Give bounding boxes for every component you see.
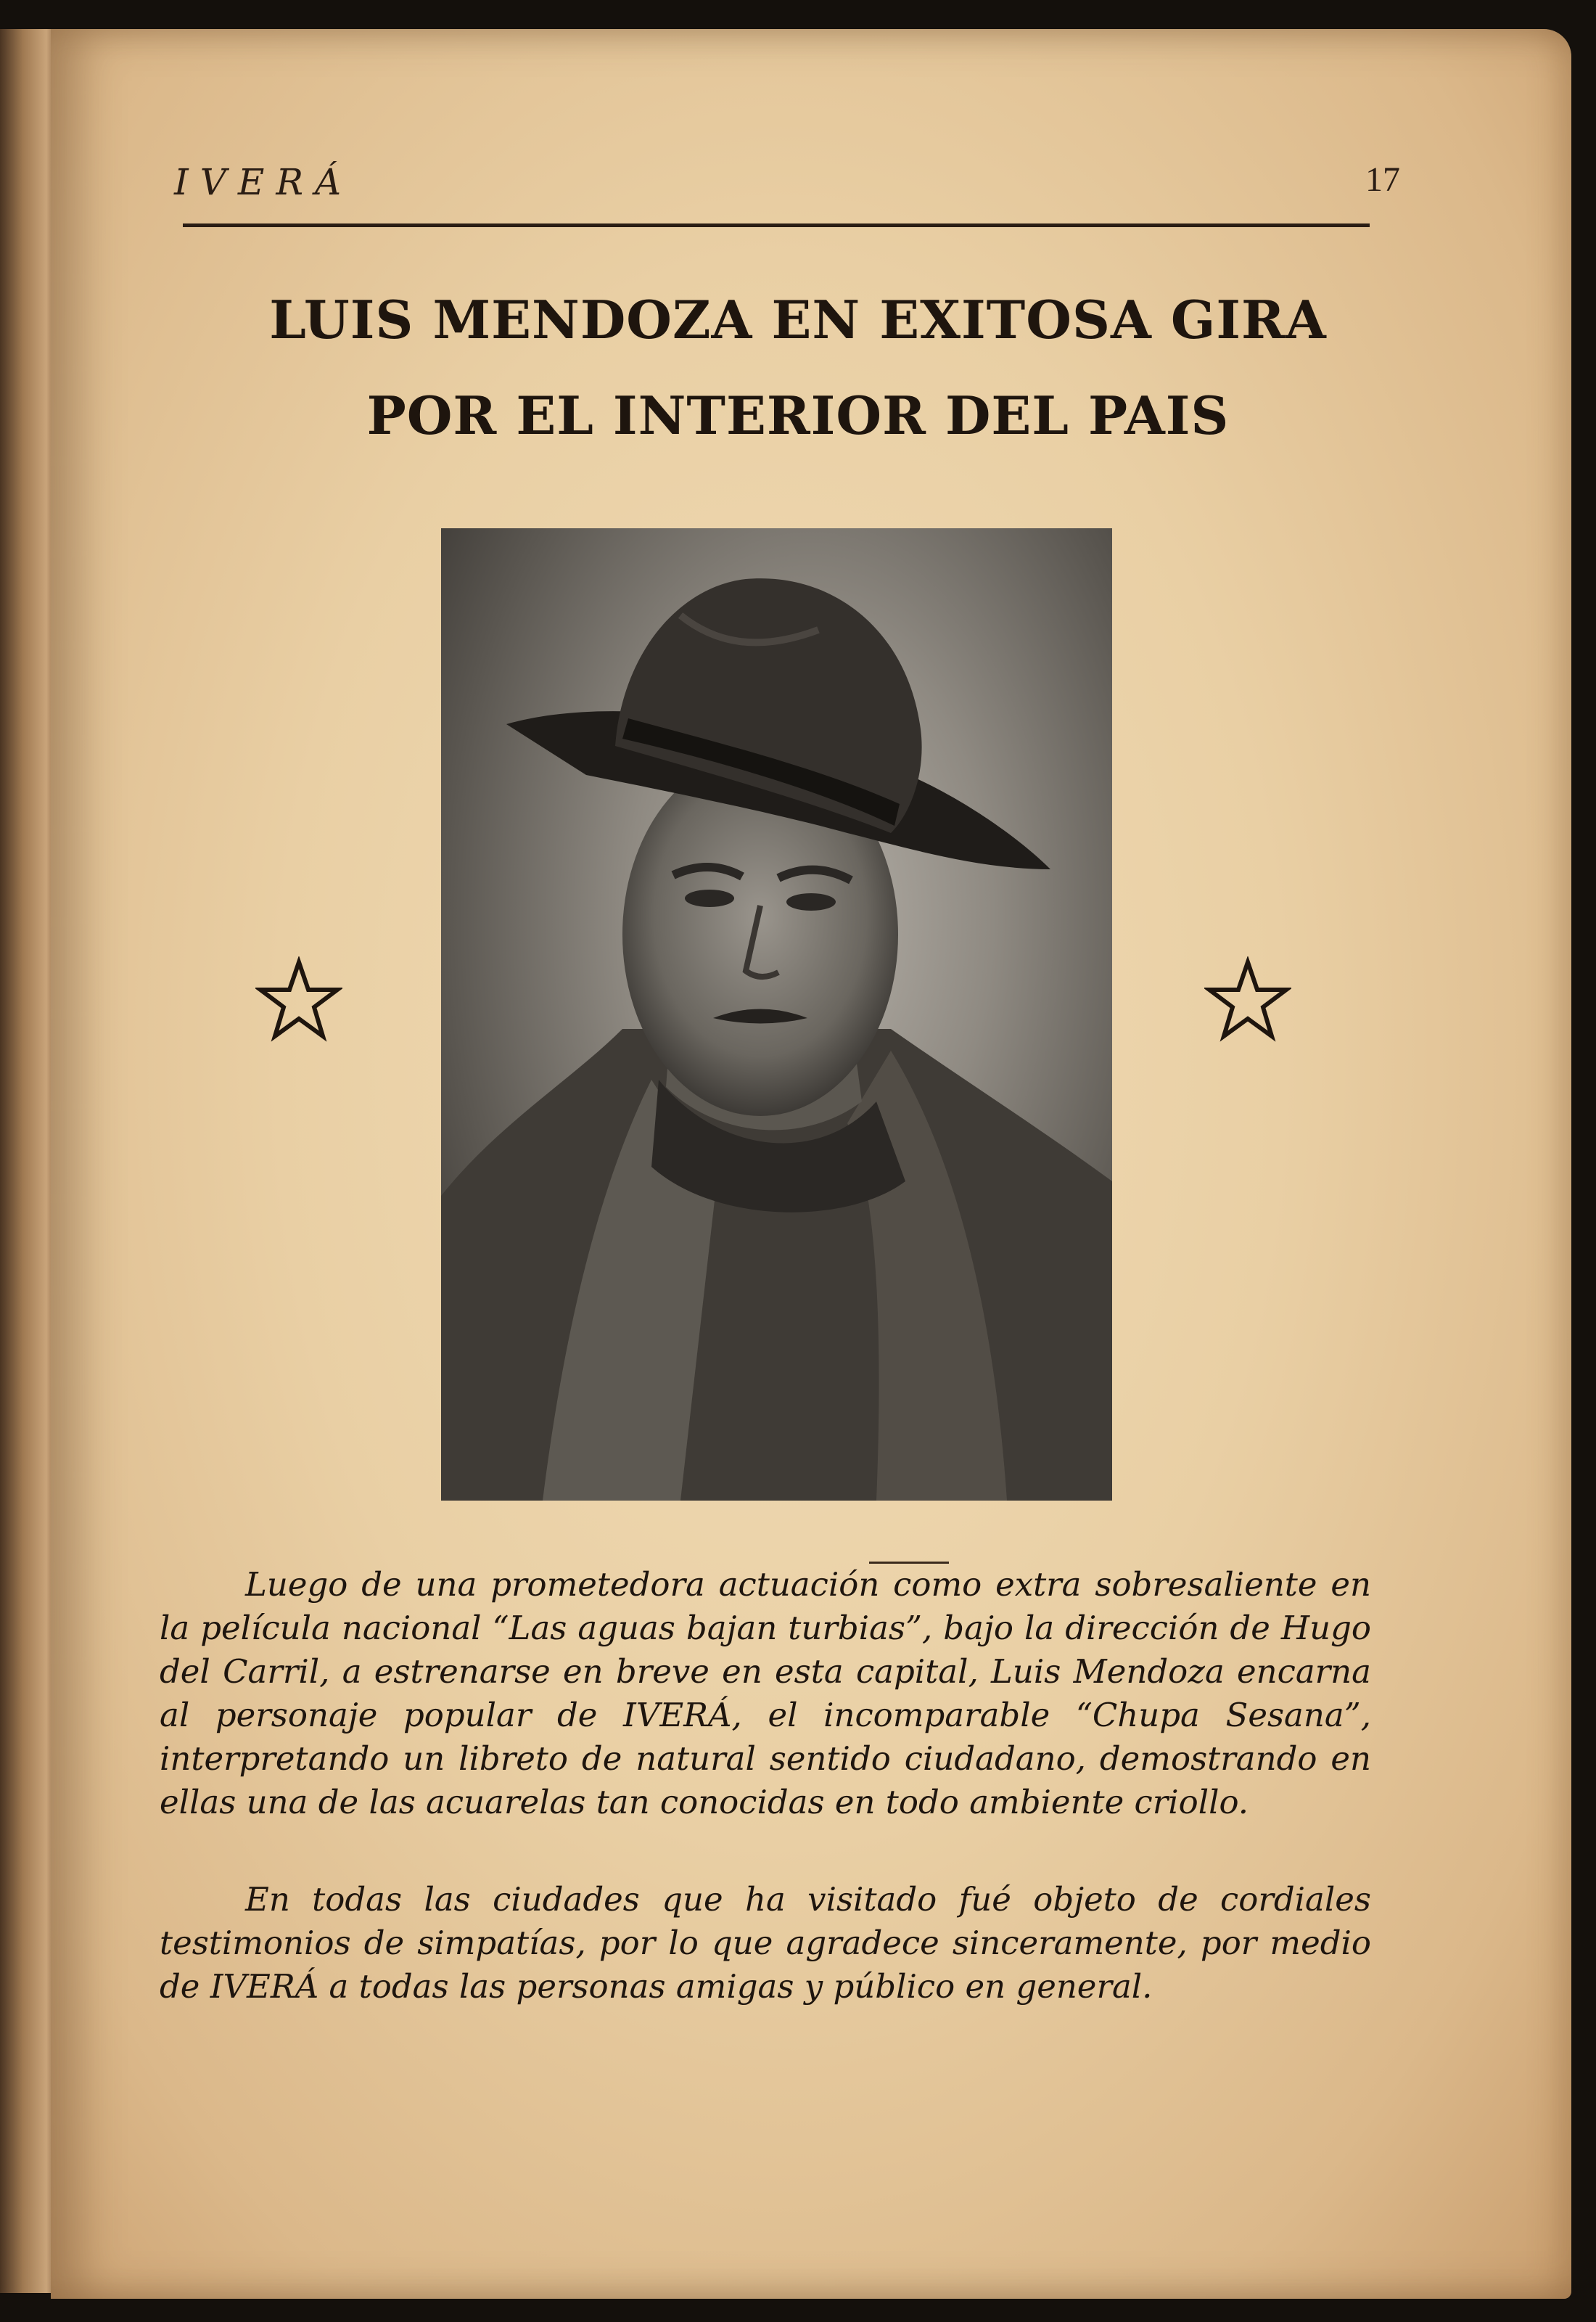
headline-line-1: LUIS MENDOZA EN EXITOSA GIRA xyxy=(269,289,1327,350)
adjacent-page-edge xyxy=(0,29,58,2293)
running-title: IVERÁ xyxy=(174,161,353,203)
article-paragraph-1: Luego de una prometedora actuación como extra sobresaliente en la película nacional “Las aguas bajan turbias”, bajo la dirección de Hugo del Carril, a estrenarse en breve en esta capital, Luis Mendoza encarna al personaje popular de IVERÁ, el incomparable “Chupa Sesana”, interpretando un libreto de natural sentido ciudadano, demostrando en ellas una de las acuarelas tan conocidas en todo ambiente criollo. xyxy=(160,1565,1371,1821)
article-paragraph-2: En todas las ciudades que ha visitado fué objeto de cordiales testimonios de simpatías, por lo que agradece sinceramente, por medio de IVERÁ a todas las personas amigas y público en general. xyxy=(160,1880,1371,2006)
page-header xyxy=(116,131,1400,218)
page-number: 17 xyxy=(1365,160,1400,199)
star-icon xyxy=(1204,956,1291,1046)
header-rule xyxy=(183,223,1370,227)
portrait-photo xyxy=(441,528,1112,1501)
star-icon xyxy=(255,956,342,1046)
headline-line-2: POR EL INTERIOR DEL PAIS xyxy=(366,385,1230,446)
